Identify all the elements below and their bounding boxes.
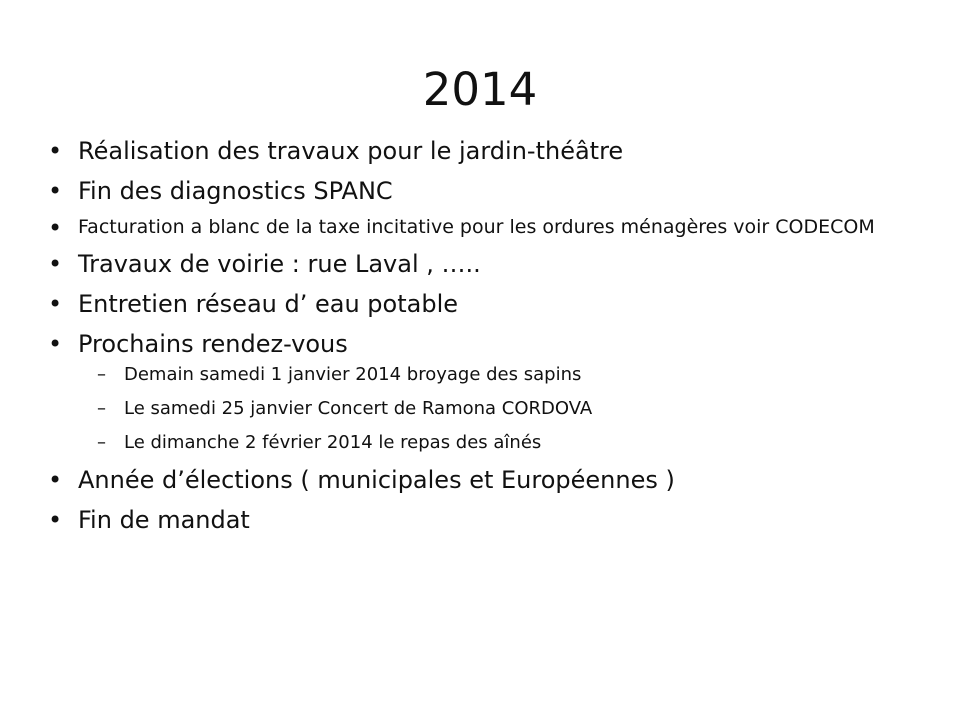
bullet-list: [48, 136, 908, 545]
bullet-icon: •: [48, 137, 63, 165]
bullet-item: [48, 176, 908, 206]
bullet-icon: •: [48, 330, 63, 358]
bullet-item: [48, 465, 908, 495]
dash-icon: –: [97, 432, 106, 453]
bullet-text: Fin des diagnostics SPANC: [78, 177, 393, 205]
bullet-text: Année d’élections ( municipales et Européennes ): [78, 466, 675, 494]
bullet-text: Facturation a blanc de la taxe incitative pour les ordures ménagères voir CODECOM: [78, 216, 875, 238]
sub-bullet-text: Le samedi 25 janvier Concert de Ramona CORDOVA: [124, 398, 593, 419]
bullet-text: Prochains rendez-vous: [78, 330, 348, 358]
bullet-text: Réalisation des travaux pour le jardin-théâtre: [78, 137, 624, 165]
sub-bullet-text: Le dimanche 2 février 2014 le repas des aînés: [124, 432, 542, 453]
bullet-item: [48, 289, 908, 319]
bullet-item: [48, 136, 908, 166]
bullet-icon: •: [48, 290, 63, 318]
bullet-item: [48, 249, 908, 279]
slide-title: 2014: [422, 63, 538, 116]
sub-bullet-item: [48, 397, 908, 421]
dash-icon: –: [97, 398, 106, 419]
bullet-text: Travaux de voirie : rue Laval , …..: [78, 250, 481, 278]
bullet-icon: •: [48, 214, 63, 242]
bullet-item: [48, 505, 908, 535]
bullet-item: [48, 214, 908, 242]
bullet-icon: •: [48, 506, 63, 534]
dash-icon: –: [97, 364, 106, 385]
sub-bullet-item: [48, 431, 908, 455]
bullet-icon: •: [48, 250, 63, 278]
sub-bullet-text: Demain samedi 1 janvier 2014 broyage des sapins: [124, 364, 582, 385]
bullet-text: Entretien réseau d’ eau potable: [78, 290, 459, 318]
sub-bullet-item: [48, 363, 908, 387]
bullet-icon: •: [48, 177, 63, 205]
sub-bullet-list: [48, 363, 908, 455]
bullet-text: Fin de mandat: [78, 506, 250, 534]
bullet-icon: •: [48, 466, 63, 494]
bullet-item: [48, 329, 908, 455]
